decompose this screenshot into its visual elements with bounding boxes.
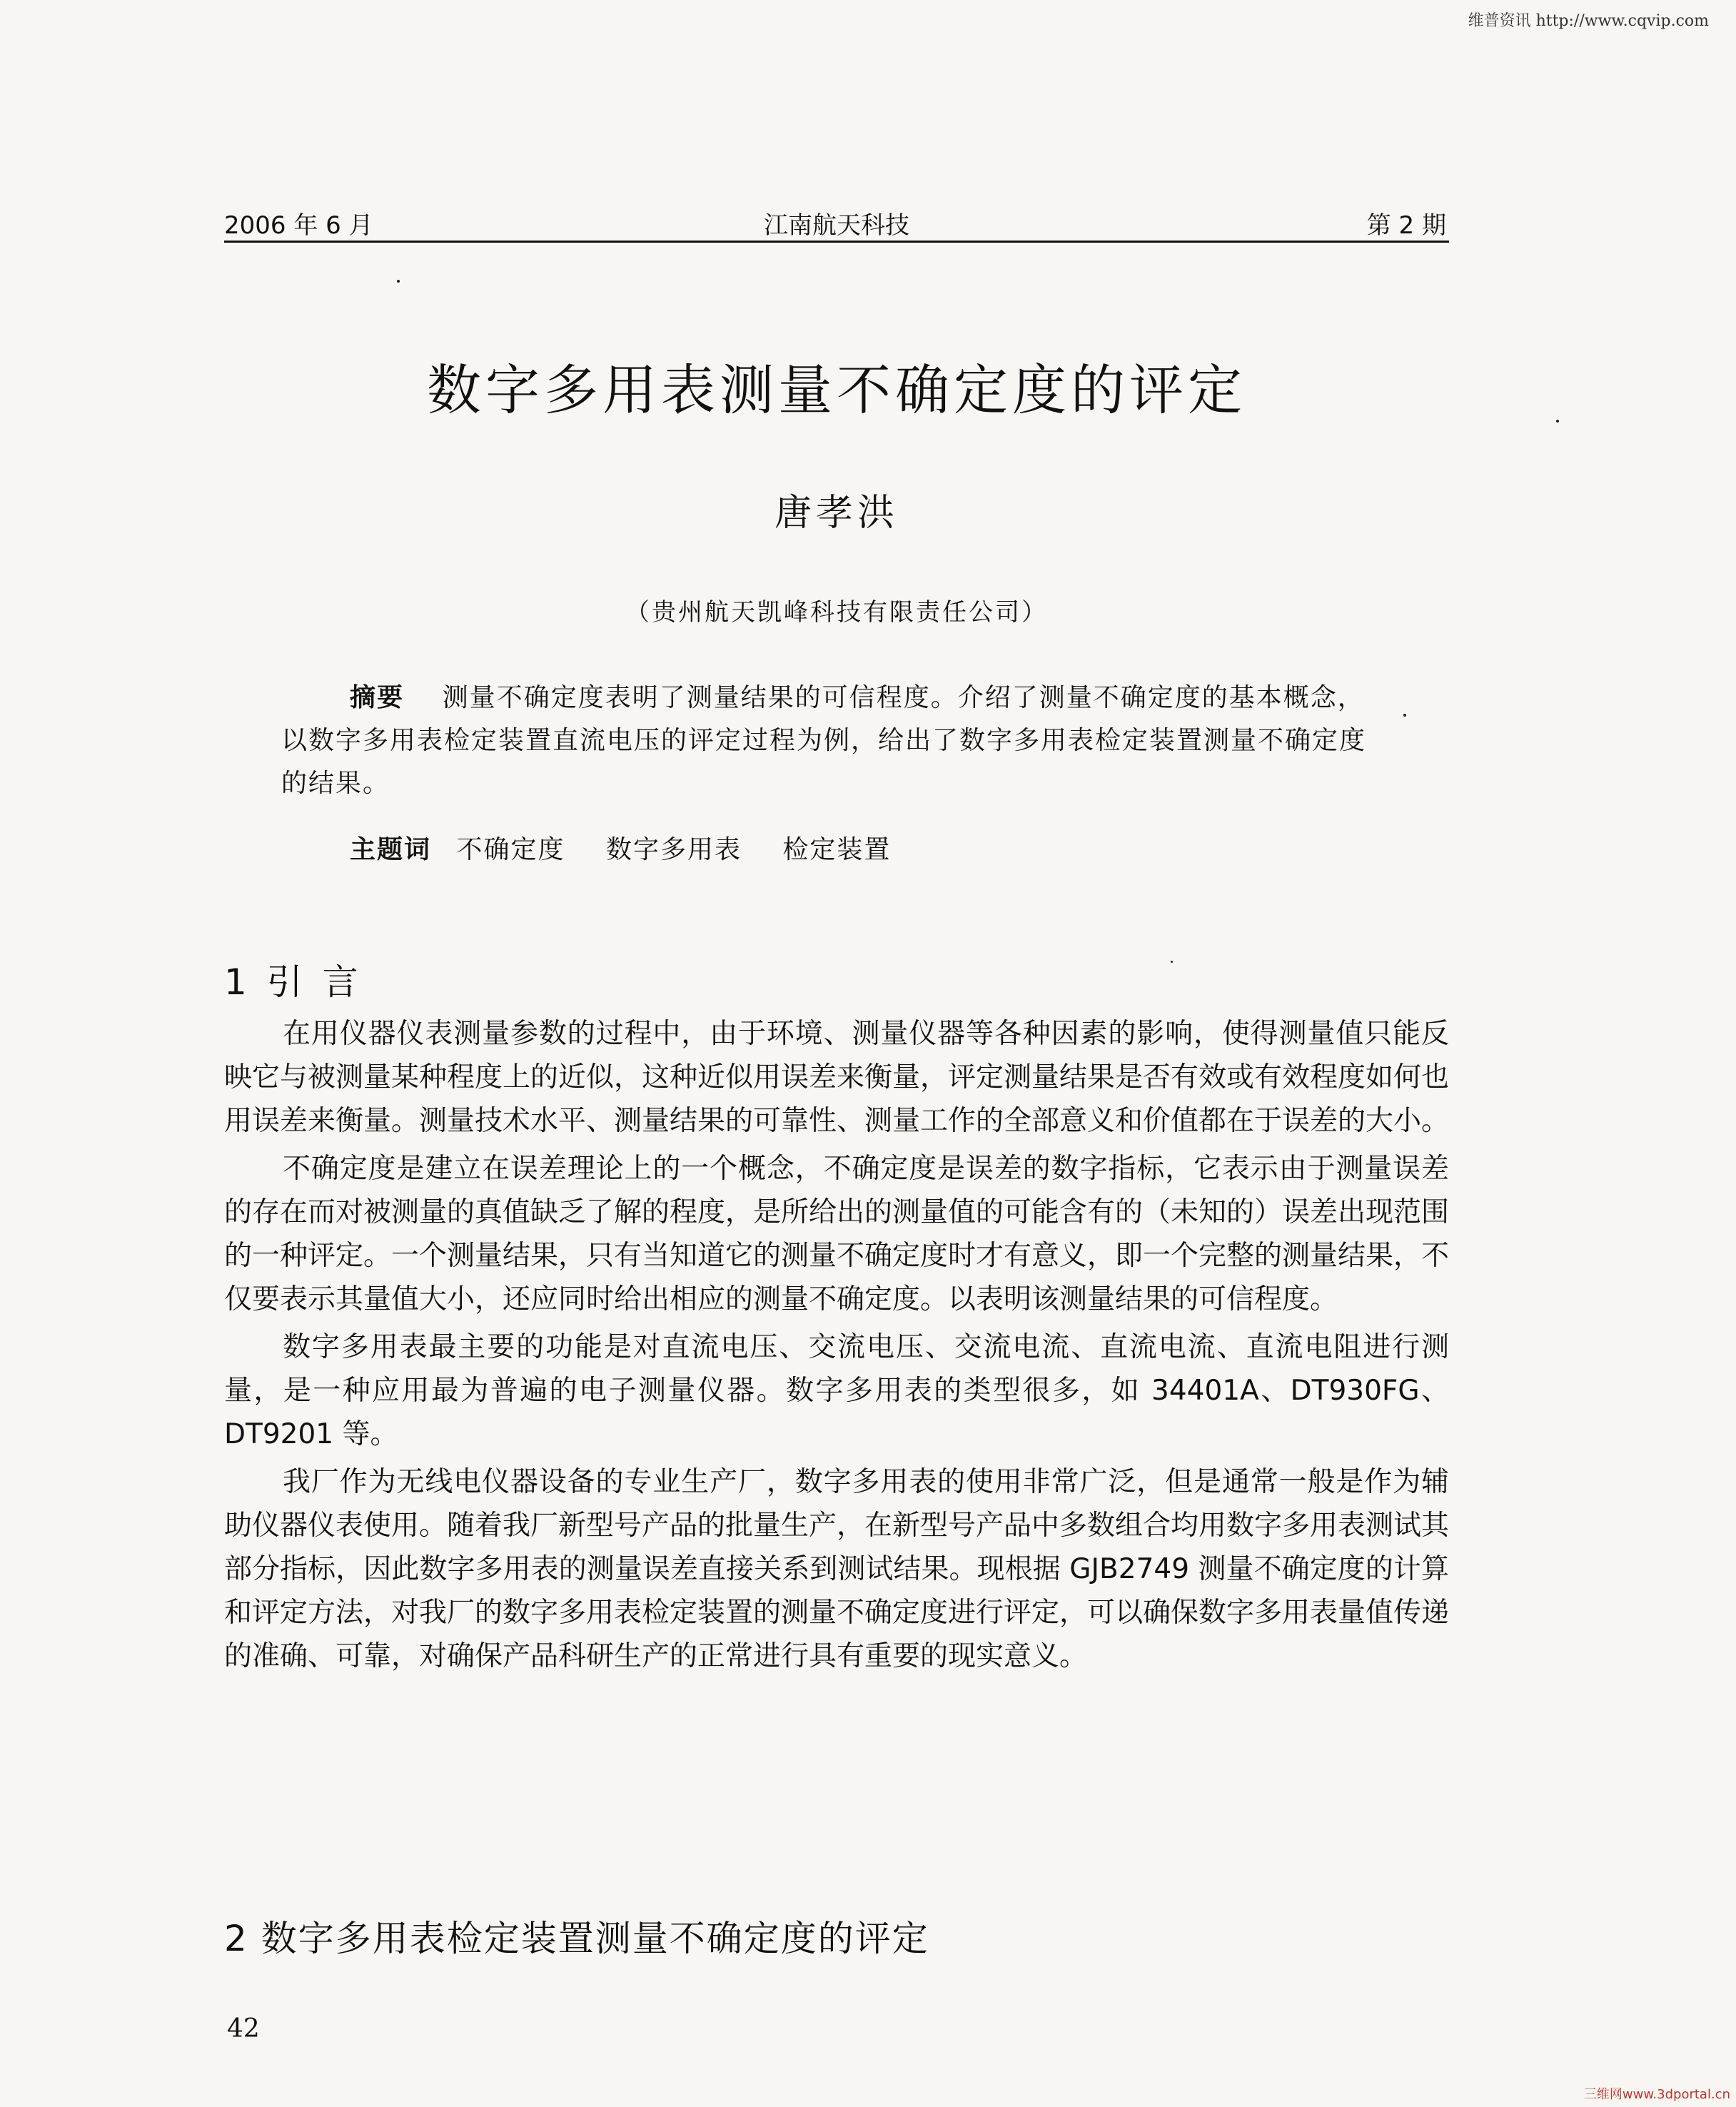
keyword: 不确定度 bbox=[456, 835, 565, 864]
abstract bbox=[281, 677, 1381, 805]
scan-speck bbox=[397, 280, 400, 283]
abstract-label: 摘要 bbox=[350, 683, 405, 712]
keyword: 数字多用表 bbox=[605, 835, 742, 864]
keyword: 检定装置 bbox=[782, 835, 892, 864]
body-paragraph: 不确定度是建立在误差理论上的一个概念，不确定度是误差的数字指标，它表示由于测量误差的存在而对被测量的真值缺乏了解的程度，是所给出的测量值的可能含有的（未知的）误差出现范围的一种评定。一个测量结果，只有当知道它的测量不确定度时才有意义，即一个完整的测量结果，不仅要表示其量值大小，还应同时给出相应的测量不确定度。以表明该测量结果的可信程度。 bbox=[224, 1153, 1450, 1315]
body-paragraph: 我厂作为无线电仪器设备的专业生产厂，数字多用表的使用非常广泛，但是通常一般是作为辅助仪器仪表使用。随着我厂新型号产品的批量生产，在新型号产品中多数组合均用数字多用表测试其部分指标，因此数字多用表的测量误差直接关系到测试结果。现根据 GJB2749 测量不确定度的计算和评定方法，对我厂的数字多用表检定装置的测量不确定度进行评定，可以确保数字多用表量值传递的准确、可靠，对确保产品科研生产的正常进行具有重要的现实意义。 bbox=[224, 1466, 1450, 1672]
page-number: 42 bbox=[227, 2014, 260, 2043]
header-date: 2006 年 6 月 bbox=[224, 211, 373, 240]
section-1-body bbox=[224, 1012, 1449, 1682]
header-journal: 江南航天科技 bbox=[764, 211, 909, 240]
author: 唐孝洪 bbox=[774, 492, 899, 535]
keywords bbox=[350, 829, 922, 866]
paper-title: 数字多用表测量不确定度的评定 bbox=[427, 358, 1246, 422]
section-2-heading: 2 数字多用表检定装置测量不确定度的评定 bbox=[224, 1918, 929, 1959]
corner-logo: 三维网www.3dportal.cn bbox=[1583, 2087, 1730, 2102]
section-1-heading: 1 引 言 bbox=[224, 961, 363, 1003]
keywords-label: 主题词 bbox=[350, 835, 432, 864]
running-header bbox=[224, 203, 1449, 243]
affiliation: （贵州航天凯峰科技有限责任公司） bbox=[625, 598, 1048, 627]
header-issue: 第 2 期 bbox=[1366, 211, 1446, 240]
body-paragraph: 数字多用表最主要的功能是对直流电压、交流电压、交流电流、直流电流、直流电阻进行测量，是一种应用最为普遍的电子测量仪器。数字多用表的类型很多，如 34401A、DT930FG、DT9201 等。 bbox=[224, 1331, 1449, 1450]
scan-speck bbox=[1556, 420, 1559, 423]
abstract-paragraph bbox=[281, 677, 1381, 805]
abstract-text: 测量不确定度表明了测量结果的可信程度。介绍了测量不确定度的基本概念，以数字多用表检定装置直流电压的评定过程为例，给出了数字多用表检定装置测量不确定度的结果。 bbox=[281, 683, 1367, 798]
scan-speck bbox=[1403, 714, 1406, 717]
watermark: 维普资讯 http://www.cqvip.com bbox=[1468, 12, 1709, 30]
body-paragraph: 在用仪器仪表测量参数的过程中，由于环境、测量仪器等各种因素的影响，使得测量值只能反映它与被测量某种程度上的近似，这种近似用误差来衡量，评定测量结果是否有效或有效程度如何也用误差来衡量。测量技术水平、测量结果的可靠性、测量工作的全部意义和价值都在于误差的大小。 bbox=[224, 1018, 1450, 1137]
scan-speck bbox=[1171, 961, 1173, 963]
